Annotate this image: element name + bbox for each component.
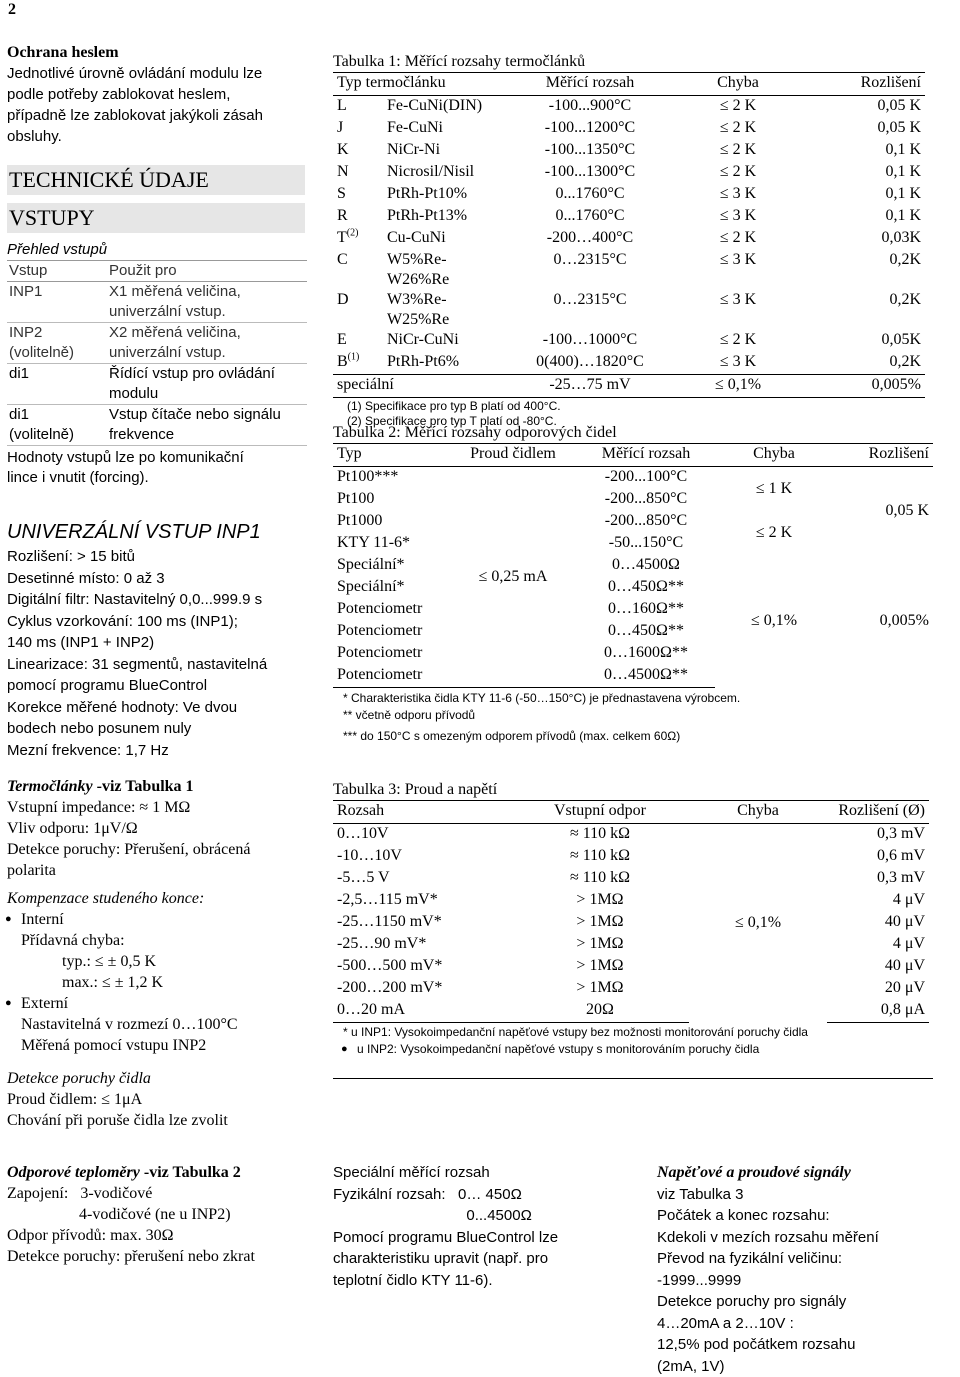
page-number: 2 [8,0,16,20]
cell: -200…400°C [511,228,669,250]
cell-line: modulu [109,384,307,404]
cell: > 1MΩ [511,890,689,912]
cell: 0…4500Ω** [577,665,715,688]
thermocouple-section [7,776,307,1131]
text-line: Detekce poruchy: přerušení nebo zkrat [7,1246,307,1267]
cell: 0…2315°C [511,290,669,330]
table-note: ** včetně odporu přívodů [343,708,938,723]
header-cell: Měřící rozsah [577,444,715,467]
footnote-marker: (1) [348,352,360,363]
text-line: Počátek a konec rozsahu: [657,1205,947,1227]
cell-line: frekvence [109,425,307,445]
text-line: Rozlišení: > 15 bitů [7,546,307,568]
cell: 0(400)…1820°C [511,352,669,375]
text-line: Chování při poruše čidla lze zvolit [7,1110,307,1131]
header-cell: Chyba [715,444,833,467]
table2-section [333,423,938,744]
cell: ≤ 3 K [669,352,807,375]
cell: 0,03K [807,228,925,250]
cell: 0,3 mV [827,868,929,890]
header-cell: Chyba [689,801,827,824]
cell: 0,3 mV [827,824,929,847]
table-row [333,978,929,1000]
text-line: Cyklus vzorkování: 100 ms (INP1); [7,611,307,633]
cell: 0…10V [333,824,511,847]
cell-line: X2 měřená veličina, [109,323,307,343]
table-row [333,250,925,290]
cell: 0,2K [807,250,925,290]
cell: 40 μV [827,956,929,978]
cell: Fe-CuNi(DIN) [383,96,511,119]
signals-title: Napěťové a proudové signály [657,1162,947,1184]
text-line: typ.: ≤ ± 0,5 K [7,951,307,972]
cell: PtRh-Pt10% [383,184,511,206]
password-title: Ochrana heslem [7,43,307,63]
cell: ≤ 3 K [669,290,807,330]
text-line: Digitální filtr: Nastavitelný 0,0...999.9 s [7,589,307,611]
cell: -25…1150 mV* [333,912,511,934]
cell: Nicrosil/Nisil [383,162,511,184]
cell: Potenciometr [333,665,449,688]
cell: T [337,229,347,246]
rtd-title: Odporové teploměry [7,1164,140,1181]
table-row [333,228,925,250]
cell: ≈ 110 kΩ [511,824,689,847]
table-header [7,261,307,282]
table2 [333,443,933,688]
cell: 0,6 mV [827,846,929,868]
text-line: Převod na fyzikální veličinu: [657,1248,947,1270]
cjc-external [7,993,307,1014]
cell: -2,5…115 mV* [333,890,511,912]
text-line: polarita [7,860,307,881]
text-line: 0...4500Ω [333,1205,643,1227]
inputs-section-title: VSTUPY [7,203,305,233]
cell-line: univerzální vstup. [109,302,307,322]
cjc-internal [7,909,307,930]
cell: -200...850°C [577,511,715,533]
text-line: -1999...9999 [657,1270,947,1292]
text-line: 4…20mA a 2…10V : [657,1313,947,1335]
cell: 0,1 K [807,162,925,184]
text-line: bodech nebo posunem nuly [7,718,307,740]
text-line: Zapojení: 3-vodičové [7,1183,307,1204]
table-header [333,444,933,467]
text-line: charakteristiku upravit (např. pro [333,1248,643,1270]
header-cell: Rozlišení [807,73,925,96]
cell: ≤ 3 K [669,206,807,228]
cell-line: (volitelně) [9,343,107,363]
cell: 0...1760°C [511,184,669,206]
cell: 0…2315°C [511,250,669,290]
cell: > 1MΩ [511,978,689,1000]
cell-line: di1 [9,405,107,425]
cell: ≤ 3 K [669,250,807,290]
table-row [333,330,925,352]
text-line: Kdekoli v mezích rozsahu měření [657,1227,947,1249]
cell: ≤ 1 K [715,467,833,512]
table-row [333,467,933,490]
rtd-section [7,1162,307,1267]
text-line: Odpor přívodů: max. 30Ω [7,1225,307,1246]
cell-line: (volitelně) [9,425,107,445]
text-line: viz Tabulka 3 [657,1184,947,1206]
cell: 0…160Ω** [577,599,715,621]
table-row [333,868,929,890]
cell: E [337,331,347,348]
cell: S [337,185,346,202]
cell: 0,1 K [807,184,925,206]
cell: 0,2K [807,290,925,330]
table-row [333,352,925,375]
cell: W5%Re-W26%Re [383,250,511,290]
text-line: Jednotlivé úrovně ovládání modulu lze [7,63,307,84]
text-line: Hodnoty vstupů lze po komunikační [7,448,307,468]
note-text: u INP2: Vysokoimpedanční napěťové vstupy s monitorováním poruchy čidla [357,1042,759,1056]
table3 [333,800,929,1023]
special-range-section [333,1162,643,1291]
table-row [7,364,307,405]
cell: ≤ 2 K [669,330,807,352]
text-line: případně lze zablokovat jakýkoli zásah [7,105,307,126]
text-line: podle potřeby zablokovat heslem, [7,84,307,105]
text-line: max.: ≤ ± 1,2 K [7,972,307,993]
cell: -500…500 mV* [333,956,511,978]
text-line: obsluhy. [7,126,307,147]
divider [333,1078,933,1079]
cell: D [337,291,349,308]
cell: ≤ 0,1% [669,375,807,398]
bullet-text: Interní [21,911,64,928]
table-row [333,118,925,140]
cell: Potenciometr [333,643,449,665]
cell: -5…5 V [333,868,511,890]
cell: -200...850°C [577,489,715,511]
table-row [333,184,925,206]
cell-line: INP1 [9,282,107,302]
table1 [333,72,925,398]
cell: 20 μV [827,978,929,1000]
cell: 4 μV [827,934,929,956]
table-row [333,555,933,577]
text-line: (2mA, 1V) [657,1356,947,1377]
cell: Potenciometr [333,599,449,621]
table-header [333,801,929,824]
text-line: 4-vodičové (ne u INP2) [7,1204,307,1225]
inputs-overview [7,240,307,488]
text-line: teplotní čidlo KTY 11-6). [333,1270,643,1292]
cell: L [337,97,347,114]
cell: 0,005% [807,375,925,398]
cell: -25…75 mV [511,375,669,398]
table-row [333,824,929,847]
text-line: Pomocí programu BlueControl lze [333,1227,643,1249]
cell-line: Řídící vstup pro ovládání [109,364,307,384]
table1-section [333,52,938,429]
table-row [7,405,307,446]
cell-line: univerzální vstup. [109,343,307,363]
text-line: pomocí programu BlueControl [7,675,307,697]
cell: -100...1300°C [511,162,669,184]
cell: 40 μV [827,912,929,934]
cell: speciální [333,375,511,398]
cell: 0,1 K [807,140,925,162]
text-line: Vliv odporu: 1μV/Ω [7,818,307,839]
table-row [333,956,929,978]
cell: Potenciometr [333,621,449,643]
text-line: 140 ms (INP1 + INP2) [7,632,307,654]
cell: ≤ 2 K [669,228,807,250]
table-row [333,890,929,912]
table-row [333,96,925,119]
text-line: Detekce poruchy pro signály [657,1291,947,1313]
cell: ≤ 2 K [669,96,807,119]
cell: N [337,163,349,180]
cell: 0,05 K [807,118,925,140]
univ-title: UNIVERZÁLNÍ VSTUP INP1 [7,518,307,546]
rtd-ref: -viz Tabulka 2 [140,1164,241,1181]
cell: > 1MΩ [511,934,689,956]
table-row [333,140,925,162]
cell: KTY 11-6* [333,533,449,555]
cell: 0…4500Ω [577,555,715,577]
special-range-title: Speciální měřící rozsah [333,1162,643,1184]
cell: 0…1600Ω** [577,643,715,665]
cell: Cu-CuNi [383,228,511,250]
header-cell: Vstupní odpor [511,801,689,824]
cell: ≤ 3 K [669,184,807,206]
header-cell: Proud čidlem [449,444,577,467]
overview-title: Přehled vstupů [7,240,307,260]
header-cell: Rozlišení (Ø) [827,801,929,824]
text-line: lince i vnutit (forcing). [7,468,307,488]
cell-line: Vstup čítače nebo signálu [109,405,307,425]
cell: Fe-CuNi [383,118,511,140]
table-row [333,934,929,956]
table-note: * Charakteristika čidla KTY 11-6 (-50…150°C) je přednastavena výrobcem. [343,691,938,706]
password-section [7,43,307,147]
text-line: Linearizace: 31 segmentů, nastavitelná [7,654,307,676]
cell: 0,05 K [833,467,933,556]
cell: ≤ 2 K [669,140,807,162]
table-note: * u INP1: Vysokoimpedanční napěťové vstupy bez možnosti monitorování poruchy čidla [343,1025,938,1040]
table-header [333,73,925,96]
cell: > 1MΩ [511,956,689,978]
cell: 0,05 K [807,96,925,119]
tech-section-title: TECHNICKÉ ÚDAJE [7,165,305,195]
cell: -10…10V [333,846,511,868]
text-line: Fyzikální rozsah: 0… 450Ω [333,1184,643,1206]
text-line: Desetinné místo: 0 až 3 [7,568,307,590]
text-line: Měřená pomocí vstupu INP2 [7,1035,307,1056]
table-row [333,1000,929,1023]
cell: Speciální* [333,577,449,599]
table-row [333,290,925,330]
cell: -50...150°C [577,533,715,555]
header-cell: Rozlišení [833,444,933,467]
text-line: Vstupní impedance: ≈ 1 MΩ [7,797,307,818]
table-row [333,162,925,184]
header-cell: Rozsah [333,801,511,824]
sensor-title: Detekce poruchy čidla [7,1068,307,1089]
table-row [333,846,929,868]
cell: 0…450Ω** [577,621,715,643]
text-line: Proud čidlem: ≤ 1μA [7,1089,307,1110]
cell-line: X1 měřená veličina, [109,282,307,302]
cell: PtRh-Pt6% [383,352,511,375]
cell: -200...100°C [577,467,715,490]
cell: 0…20 mA [333,1000,511,1023]
table3-section [333,780,938,1057]
cell-line: di1 [9,364,107,384]
table-note [343,1042,938,1057]
cjc-title: Kompenzace studeného konce: [7,888,307,909]
cell: Pt100*** [333,467,449,490]
cell: -25…90 mV* [333,934,511,956]
text-line: Přídavná chyba: [7,930,307,951]
password-text [7,63,307,147]
bullet-text: Externí [21,995,68,1012]
cell: Pt100 [333,489,449,511]
table1-title: Tabulka 1: Měřící rozsahy termočlánků [333,52,938,72]
universal-input-section [7,518,307,761]
cell: NiCr-Ni [383,140,511,162]
cell: -100...1200°C [511,118,669,140]
cell: > 1MΩ [511,912,689,934]
header-cell: Vstup [7,261,107,282]
cell: 20Ω [511,1000,689,1023]
header-cell: Měřící rozsah [511,73,669,96]
cell: C [337,251,348,268]
header-cell: Použit pro [107,261,307,282]
cell: 4 μV [827,890,929,912]
text-line: 12,5% pod počátkem rozsahu [657,1334,947,1356]
cell: ≤ 0,25 mA [449,555,577,599]
cell: 0...1760°C [511,206,669,228]
table-row [333,912,929,934]
cell: -100…1000°C [511,330,669,352]
cell: ≤ 0,1% [689,824,827,1023]
cell: ≤ 0,1% [715,555,833,688]
cell: -200…200 mV* [333,978,511,1000]
table-row [333,375,925,398]
table-row [333,206,925,228]
cell: Pt1000 [333,511,449,533]
header-cell: Chyba [669,73,807,96]
cell: PtRh-Pt13% [383,206,511,228]
cell: ≤ 2 K [715,511,833,555]
table2-title: Tabulka 2: Měřící rozsahy odporových čidel [333,423,938,443]
cell: 0,8 μA [827,1000,929,1023]
table-note: (1) Specifikace pro typ B platí od 400°C. [347,399,938,414]
header-cell: Typ termočlánku [333,73,511,96]
text-line: Mezní frekvence: 1,7 Hz [7,740,307,762]
cell: ≈ 110 kΩ [511,846,689,868]
thermo-title: Termočlánky [7,778,93,795]
cell: K [337,141,349,158]
header-cell: Typ [333,444,449,467]
signals-section [657,1162,947,1377]
cell: B [337,353,348,370]
cell: NiCr-CuNi [383,330,511,352]
cell: ≤ 2 K [669,162,807,184]
cell-line: INP2 [9,323,107,343]
text-line: Nastavitelná v rozmezí 0…100°C [7,1014,307,1035]
cell: W3%Re-W25%Re [383,290,511,330]
text-line: Detekce poruchy: Přerušení, obrácená [7,839,307,860]
table-row [7,323,307,364]
footnote-marker: (2) [347,228,359,239]
cell: ≤ 2 K [669,118,807,140]
table-row [7,282,307,323]
cell: 0…450Ω** [577,577,715,599]
text-line: Korekce měřené hodnoty: Ve dvou [7,697,307,719]
cell: J [337,119,343,136]
cell: -100...1350°C [511,140,669,162]
cell: R [337,207,348,224]
cell: 0,005% [833,555,933,688]
cell: ≈ 110 kΩ [511,868,689,890]
table-note: (2) Specifikace pro typ T platí od -80°C. [347,414,938,429]
inputs-table [7,260,307,446]
table-note: *** do 150°C s omezeným odporem přívodů (max. celkem 60Ω) [343,729,938,744]
cell: Speciální* [333,555,449,577]
cell: 0,1 K [807,206,925,228]
cell: -100...900°C [511,96,669,119]
cell: 0,05K [807,330,925,352]
thermo-ref: -viz Tabulka 1 [93,778,194,795]
table3-title: Tabulka 3: Proud a napětí [333,780,938,800]
cell: 0,2K [807,352,925,375]
